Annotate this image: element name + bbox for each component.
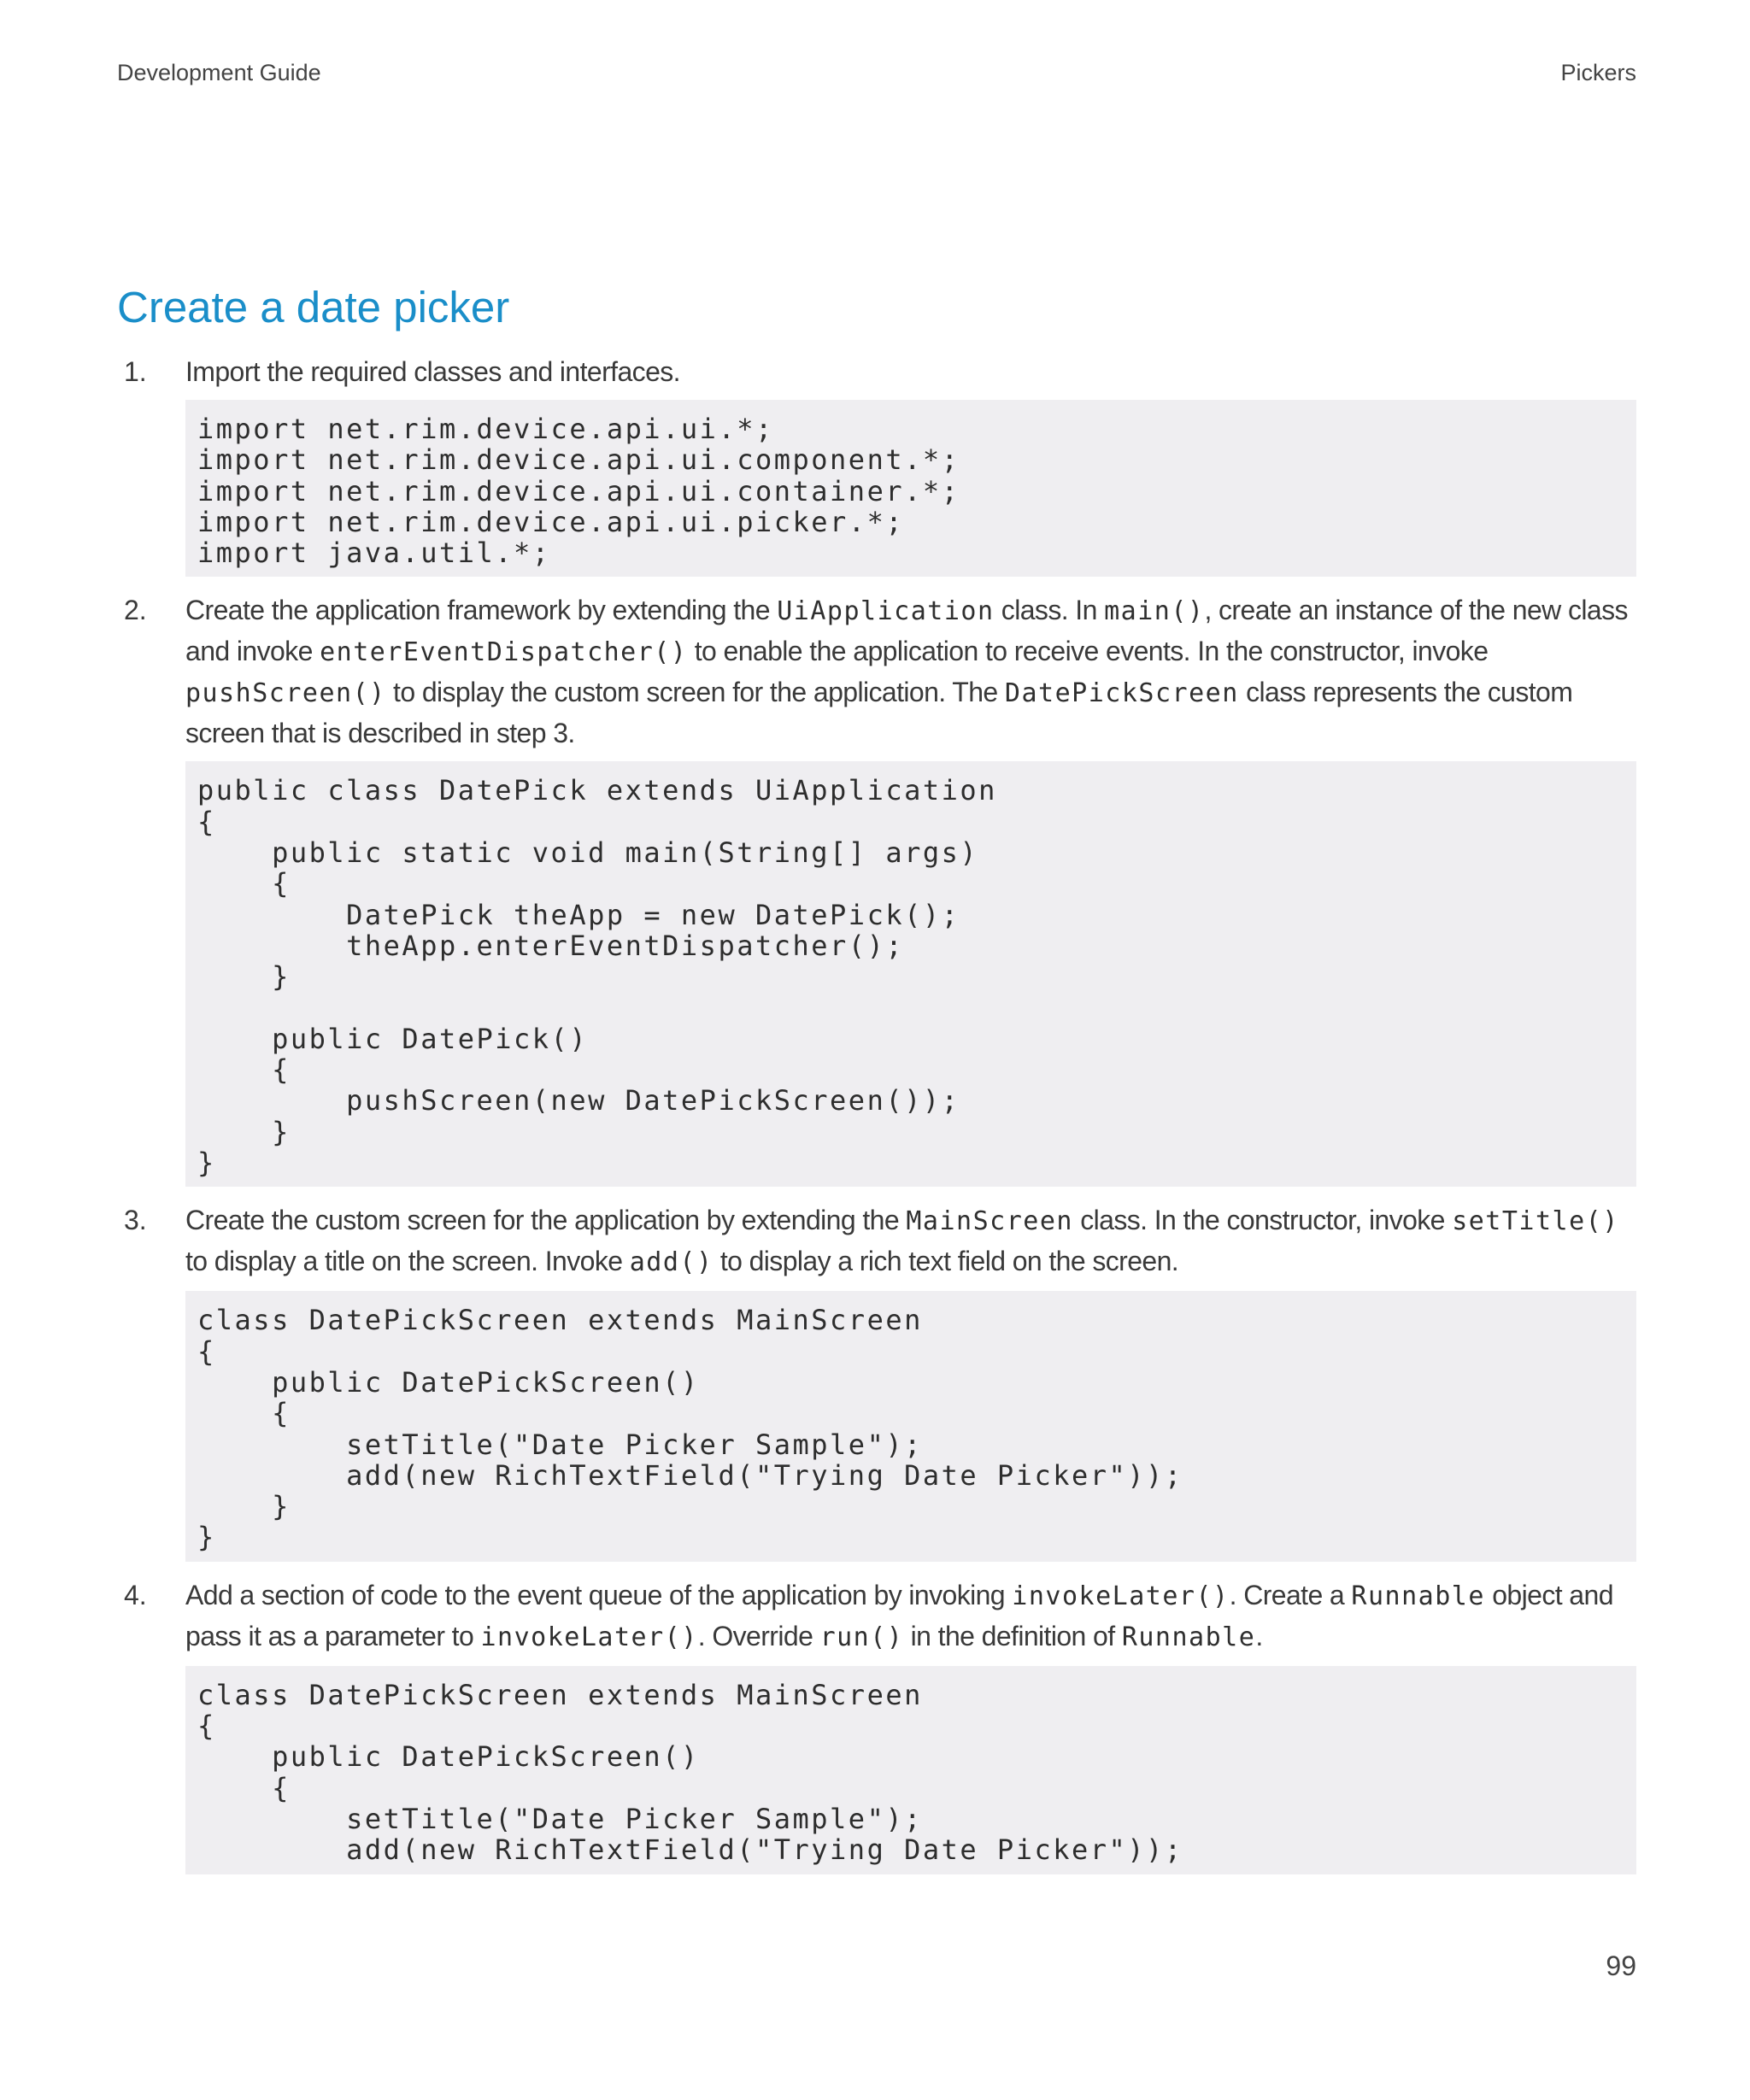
inline-code: add() — [629, 1247, 714, 1278]
step-number: 4. — [124, 1579, 147, 1610]
text-run: Add a section of code to the event queue of the application by invoking — [185, 1579, 1013, 1610]
step-text — [185, 1200, 1636, 1282]
text-run: . Override — [697, 1620, 820, 1651]
text-run: class represents the custom screen that is described in step 3. — [185, 677, 1573, 749]
code-block: import net.rim.device.api.ui.*; import net.rim.device.api.ui.component.*; import net.rim.device.api.ui.container.*; import net.rim.device.api.ui.picker.*; import java.util.*; — [185, 400, 1636, 577]
header-chapter: Pickers — [1560, 60, 1636, 85]
text-run: . Create a — [1229, 1579, 1352, 1610]
inline-code: Runnable — [1121, 1622, 1256, 1652]
text-run: . — [1255, 1620, 1263, 1651]
step-text — [185, 1575, 1636, 1657]
code-block: class DatePickScreen extends MainScreen { public DatePickScreen() { setTitle("Date Picker Sample"); add(new RichTextField("Trying Date Picker")); — [185, 1666, 1636, 1874]
header-doc-title: Development Guide — [117, 60, 321, 85]
text-run: to enable the application to receive events. In the constructor, invoke — [687, 636, 1489, 667]
text-run: Create the custom screen for the application by extending the — [185, 1205, 907, 1236]
inline-code: MainScreen — [906, 1206, 1073, 1237]
text-run: in the definition of — [903, 1620, 1122, 1651]
step-number: 3. — [124, 1205, 147, 1236]
inline-code: DatePickScreen — [1004, 678, 1239, 709]
step-2 — [117, 590, 1636, 1187]
inline-code: invokeLater() — [1012, 1581, 1230, 1611]
text-run: to display a title on the screen. Invoke — [185, 1246, 630, 1277]
inline-code: run() — [819, 1622, 904, 1652]
step-4 — [117, 1575, 1636, 1874]
step-3 — [117, 1200, 1636, 1561]
code-block: public class DatePick extends UiApplication { public static void main(String[] args) { DatePick theApp = new DatePick(); theApp.enterEventDispatcher(); } public DatePick() { pushScreen(new DatePickScreen()); } } — [185, 761, 1636, 1187]
text-run: Import the required classes and interfaces. — [185, 356, 680, 387]
running-header — [117, 60, 1636, 91]
step-text — [185, 352, 1636, 391]
step-number: 1. — [124, 356, 147, 387]
inline-code: invokeLater() — [480, 1622, 698, 1652]
text-run: to display a rich text field on the screen. — [713, 1246, 1179, 1277]
code-block: class DatePickScreen extends MainScreen { public DatePickScreen() { setTitle("Date Picker Sample"); add(new RichTextField("Trying Date Picker")); } } — [185, 1291, 1636, 1561]
inline-code: setTitle() — [1452, 1206, 1619, 1237]
section-title: Create a date picker — [117, 283, 510, 331]
steps-list — [117, 352, 1636, 1888]
step-number: 2. — [124, 595, 147, 626]
text-run: class. In — [994, 595, 1105, 626]
inline-code: Runnable — [1351, 1581, 1485, 1611]
inline-code: UiApplication — [777, 596, 995, 627]
page-number: 99 — [1606, 1950, 1636, 1981]
inline-code: enterEventDispatcher() — [320, 637, 688, 668]
inline-code: pushScreen() — [185, 678, 386, 709]
step-1 — [117, 352, 1636, 577]
text-run: , create an instance of the new class and invoke — [185, 595, 1628, 667]
text-run: to display the custom screen for the application. The — [385, 677, 1005, 708]
text-run: Create the application framework by extending the — [185, 595, 778, 626]
text-run: object and pass it as a parameter to — [185, 1579, 1613, 1651]
text-run: class. In the constructor, invoke — [1072, 1205, 1453, 1236]
step-text — [185, 590, 1636, 753]
inline-code: main() — [1104, 596, 1205, 627]
